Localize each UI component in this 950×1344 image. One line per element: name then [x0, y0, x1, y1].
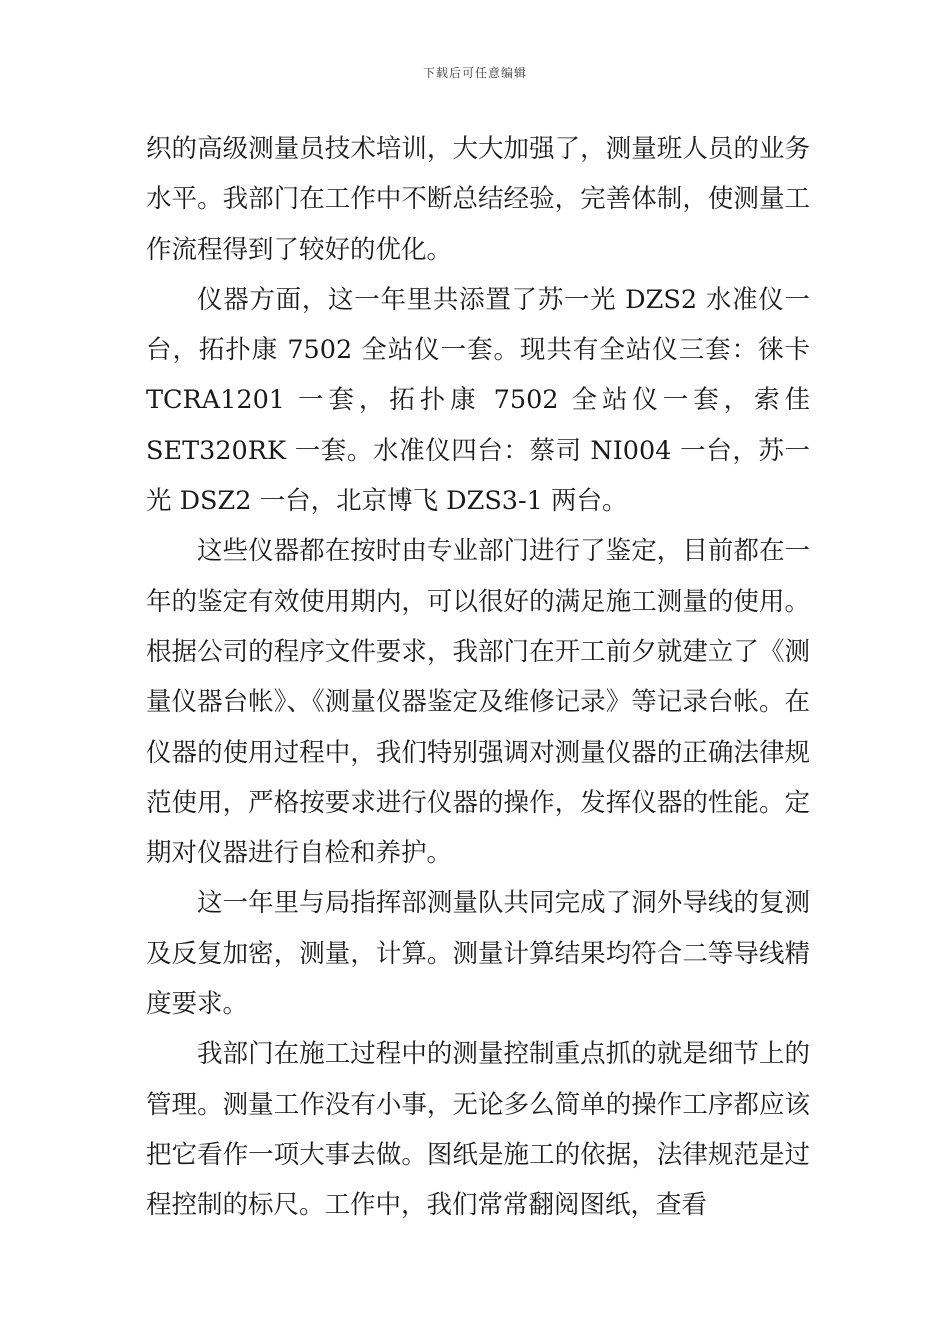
paragraph-traverse-survey: 这一年里与局指挥部测量队共同完成了洞外导线的复测及反复加密，测量，计算。测量计算结果均符合二等导线精度要求。 — [146, 888, 810, 1020]
paragraph-instruments: 仪器方面，这一年里共添置了苏一光 DZS2 水准仪一台，拓扑康 7502 全站仪一套。现共有全站仪三套：徕卡 TCRA1201 一套，拓扑康 7502 全站仪一套，索佳 SET320RK 一套。水准仪四台：蔡司 NI004 一台，苏一光 DSZ2 一台，北京博飞 DZS3-1 两台。 — [146, 284, 810, 517]
paragraph-continuation: 织的高级测量员技术培训，大大加强了，测量班人员的业务水平。我部门在工作中不断总结经验，完善体制，使测量工作流程得到了较好的优化。 — [146, 134, 810, 265]
paragraph-detail-management: 我部门在施工过程中的测量控制重点抓的就是细节上的管理。测量工作没有小事，无论多么简单的操作工序都应该把它看作一项大事去做。图纸是施工的依据，法律规范是过程控制的标尺。工作中，我们常常翻阅图纸，查看 — [146, 1039, 810, 1221]
page-header: 下载后可任意编辑 — [422, 66, 527, 80]
document-body — [146, 124, 810, 1231]
paragraph-calibration: 这些仪器都在按时由专业部门进行了鉴定，目前都在一年的鉴定有效使用期内，可以很好的满足施工测量的使用。根据公司的程序文件要求，我部门在开工前夕就建立了《测量仪器台帐》、《测量仪器鉴定及维修记录》等记录台帐。在仪器的使用过程中，我们特别强调对测量仪器的正确法律规范使用，严格按要求进行仪器的操作，发挥仪器的性能。定期对仪器进行自检和养护。 — [146, 536, 810, 869]
